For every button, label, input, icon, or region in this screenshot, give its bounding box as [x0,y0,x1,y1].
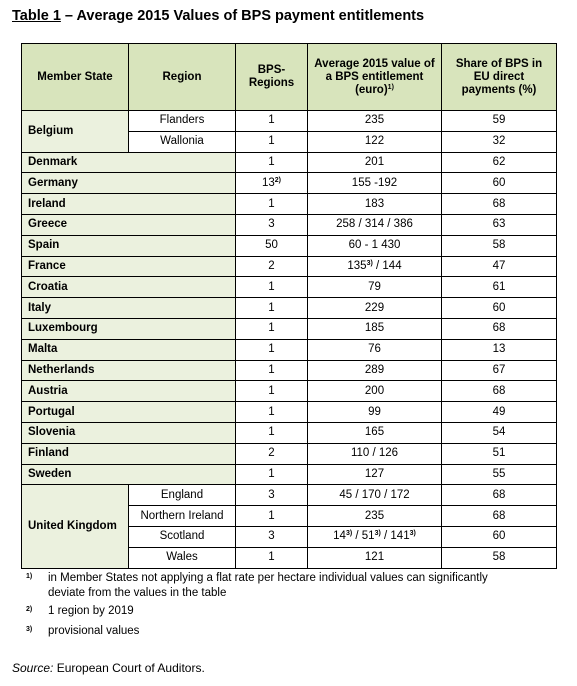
table-label: Table 1 [12,8,61,24]
region-cell: Scotland [129,526,236,547]
footnote-text: in Member States not applying a flat rate per hectare individual values can significantly deviate from the values in the table [48,572,488,599]
bps-cell: 1 [236,111,308,132]
region-cell: Wales [129,547,236,568]
state-cell: Croatia [22,277,236,298]
avg-cell: 45 / 170 / 172 [308,485,442,506]
share-cell: 58 [442,547,557,568]
table-row [22,214,557,235]
avg-cell: 258 / 314 / 386 [308,214,442,235]
bps-cell: 3 [236,485,308,506]
footnote-mark: 3) [26,626,33,633]
region-cell: England [129,485,236,506]
bps-cell: 1 [236,506,308,527]
share-cell: 49 [442,402,557,423]
share-cell: 68 [442,318,557,339]
bps-table [21,43,557,569]
bps-cell: 2 [236,256,308,277]
table-row [22,381,557,402]
avg-note: 3) [345,530,353,538]
header-avg-note: 1) [387,83,394,91]
avg-cell: 121 [308,547,442,568]
share-cell: 68 [442,506,557,527]
header-row [22,44,557,111]
avg-note: 3) [366,259,373,267]
bps-cell: 50 [236,235,308,256]
bps-cell: 1 [236,339,308,360]
bps-cell: 1 [236,547,308,568]
state-cell: Italy [22,298,236,319]
bps-cell: 1 [236,422,308,443]
avg-cell: 110 / 126 [308,443,442,464]
table-row [22,277,557,298]
state-cell: Germany [22,173,236,194]
state-cell: Ireland [22,194,236,215]
avg-note: 3) [409,530,416,538]
state-cell: Sweden [22,464,236,485]
share-cell: 60 [442,298,557,319]
state-cell: Malta [22,339,236,360]
table-row [22,339,557,360]
avg-cell: 60 - 1 430 [308,235,442,256]
table-row [22,111,557,132]
share-cell: 67 [442,360,557,381]
state-cell: Luxembourg [22,318,236,339]
bps-cell: 1 [236,298,308,319]
bps-cell: 1 [236,464,308,485]
share-cell: 68 [442,485,557,506]
share-cell: 68 [442,381,557,402]
avg-cell: 99 [308,402,442,423]
share-cell: 54 [442,422,557,443]
table-row [22,173,557,194]
header-region: Region [129,44,236,111]
table-row [22,318,557,339]
table-row [22,194,557,215]
avg-cell: 127 [308,464,442,485]
header-member-state: Member State [22,44,129,111]
table-row [22,298,557,319]
share-cell: 32 [442,131,557,152]
footnote-mark: 2) [26,606,33,613]
avg-cell: 76 [308,339,442,360]
region-cell: Flanders [129,111,236,132]
state-cell: United Kingdom [22,485,129,568]
share-cell: 60 [442,526,557,547]
share-cell: 55 [442,464,557,485]
avg-cell: 200 [308,381,442,402]
header-avg-value: Average 2015 value of a BPS entitlement (euro)$^{1)}$ [308,44,442,111]
avg-cell: 289 [308,360,442,381]
state-cell: Netherlands [22,360,236,381]
bps-cell: 1 [236,318,308,339]
table-title [12,8,424,24]
avg-cell: 183 [308,194,442,215]
share-cell: 51 [442,443,557,464]
share-cell: 58 [442,235,557,256]
avg-cell: 135$^{3)}$ / 144 [308,256,442,277]
avg-cell: 235 [308,506,442,527]
footnote-mark: 1) [26,573,33,580]
state-cell: Belgium [22,111,129,153]
bps-cell: 1 [236,131,308,152]
table-title-text: – Average 2015 Values of BPS payment entitlements [60,8,425,24]
share-cell: 47 [442,256,557,277]
table-row [22,422,557,443]
bps-cell: 1 [236,277,308,298]
source-label: Source: [12,661,54,675]
state-cell: Portugal [22,402,236,423]
avg-cell: 165 [308,422,442,443]
bps-cell: 13$^{2)}$ [236,173,308,194]
table-row [22,256,557,277]
avg-cell: 201 [308,152,442,173]
state-cell: Denmark [22,152,236,173]
avg-cell: 79 [308,277,442,298]
state-cell: France [22,256,236,277]
share-cell: 13 [442,339,557,360]
header-share: Share of BPS in EU direct payments (%) [442,44,557,111]
share-cell: 59 [442,111,557,132]
avg-cell: 155 -192 [308,173,442,194]
state-cell: Finland [22,443,236,464]
table-row [22,464,557,485]
avg-note: 3) [374,530,381,538]
table-row [22,402,557,423]
header-bps-regions: BPS-Regions [236,44,308,111]
bps-cell: 1 [236,152,308,173]
bps-cell: 1 [236,402,308,423]
footnote-text: 1 region by 2019 [48,605,134,617]
avg-cell: 185 [308,318,442,339]
state-cell: Greece [22,214,236,235]
avg-cell: 229 [308,298,442,319]
bps-cell: 3 [236,526,308,547]
table-row [22,443,557,464]
table-row [22,360,557,381]
state-cell: Austria [22,381,236,402]
bps-cell: 2 [236,443,308,464]
avg-cell: 122 [308,131,442,152]
state-cell: Slovenia [22,422,236,443]
source-note [12,661,205,675]
share-cell: 61 [442,277,557,298]
region-cell: Wallonia [129,131,236,152]
bps-cell: 1 [236,194,308,215]
footnote-text: provisional values [48,625,140,637]
table-row [22,152,557,173]
bps-cell: 1 [236,381,308,402]
bps-note: 2) [274,176,282,184]
region-cell: Northern Ireland [129,506,236,527]
share-cell: 60 [442,173,557,194]
share-cell: 62 [442,152,557,173]
state-cell: Spain [22,235,236,256]
bps-cell: 1 [236,360,308,381]
avg-cell: 235 [308,111,442,132]
share-cell: 68 [442,194,557,215]
table-row [22,235,557,256]
table-row [22,485,557,506]
share-cell: 63 [442,214,557,235]
source-text: European Court of Auditors. [53,661,205,675]
bps-cell: 3 [236,214,308,235]
avg-cell: 14$^{3)}$ / 51$^{3)}$ / 141$^{3)}$ [308,526,442,547]
